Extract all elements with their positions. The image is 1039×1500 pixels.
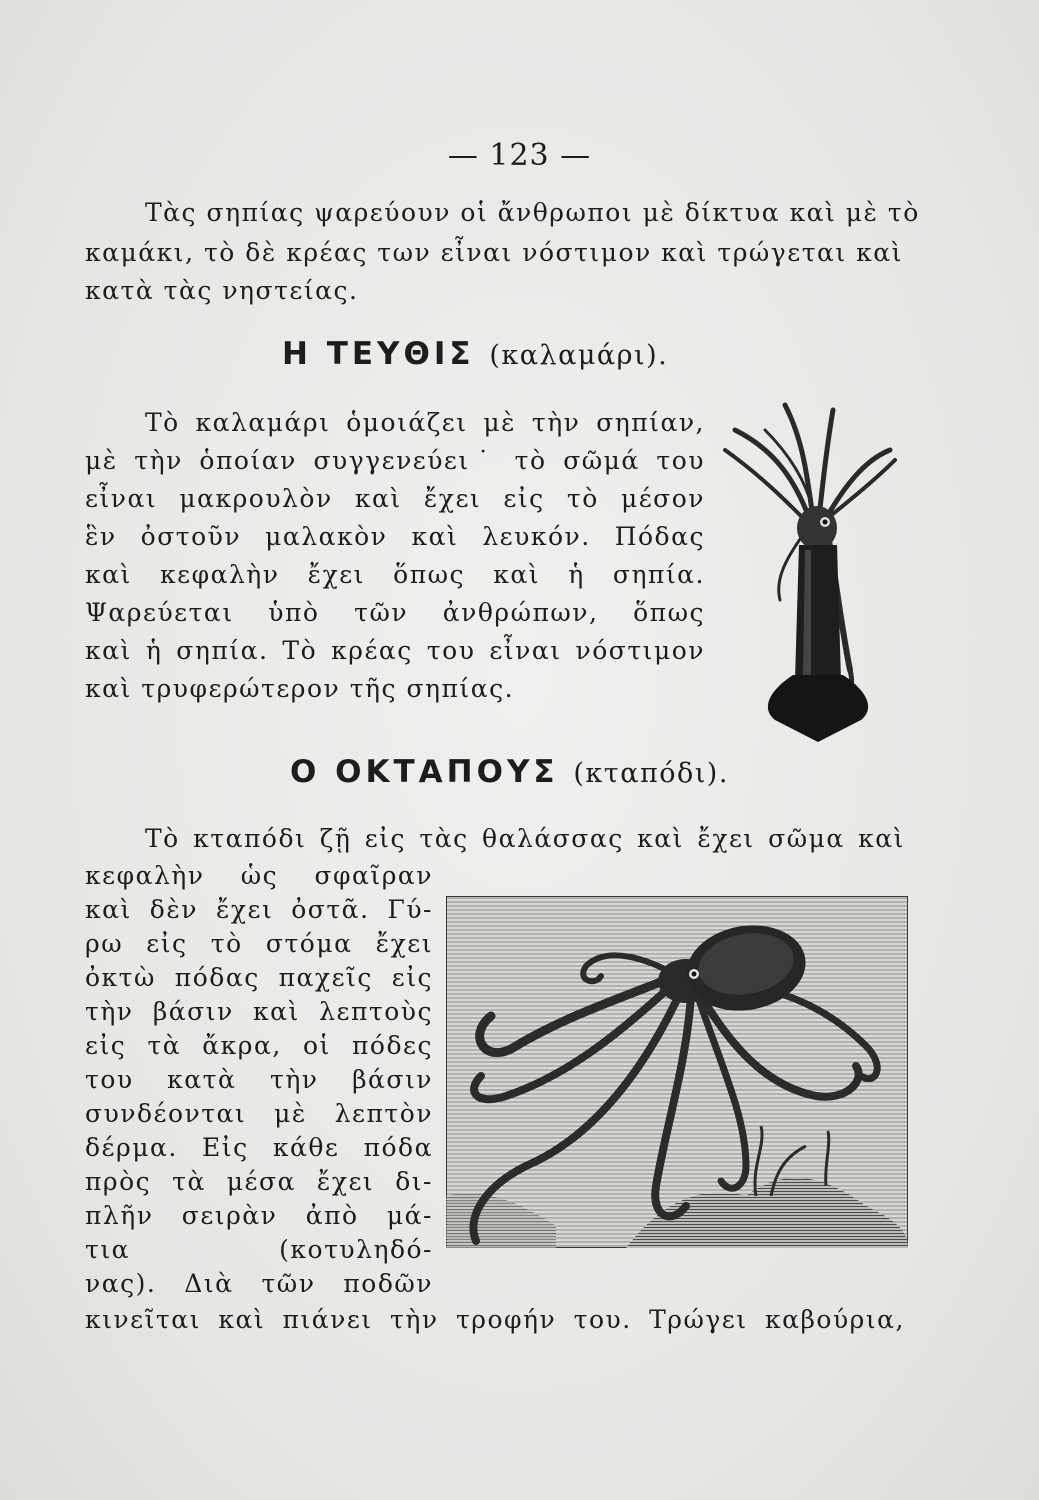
octopus-heading-common-name: (κταπόδι). [573, 758, 729, 789]
octopus-line-1: Τὸ κταπόδι ζῇ εἰς τὰς θαλάσσας καὶ ἔχει σῶμα καὶ [145, 824, 905, 853]
octopus-line-4: ρω εἰς τὸ στόμα ἔχει [85, 929, 433, 958]
octopus-line-10: δέρμα. Εἰς κάθε πόδα [85, 1133, 433, 1162]
squid-line-2: μὲ τὴν ὁποίαν συγγενεύει˙ τὸ σῶμά του [85, 446, 705, 475]
octopus-heading [290, 754, 729, 790]
squid-heading-title: Η ΤΕΥΘΙΣ [282, 336, 475, 372]
squid-line-4: ἓν ὀστοῦν μαλακὸν καὶ λευκόν. Πόδας [85, 522, 705, 551]
octopus-line-11: πρὸς τὰ μέσα ἔχει δι- [85, 1167, 433, 1196]
squid-illustration [715, 390, 905, 750]
octopus-line-8: του κατὰ τὴν βάσιν [85, 1065, 433, 1094]
squid-line-8: καὶ τρυφερώτερον τῆς σηπίας. [85, 674, 515, 703]
octopus-illustration [446, 896, 908, 1248]
page-number: — 123 — [447, 138, 592, 173]
octopus-line-6: τὴν βάσιν καὶ λεπτοὺς [85, 997, 433, 1026]
squid-line-5: καὶ κεφαλὴν ἔχει ὅπως καὶ ἡ σηπία. [85, 560, 705, 589]
squid-heading-common-name: (καλαμάρι). [489, 340, 669, 371]
squid-line-3: εἶναι μακρουλὸν καὶ ἔχει εἰς τὸ μέσον [85, 484, 705, 513]
squid-heading [282, 336, 668, 372]
octopus-line-3: καὶ δὲν ἔχει ὀστᾶ. Γύ- [85, 895, 433, 924]
octopus-line-2: κεφαλὴν ὡς σφαῖραν [85, 861, 433, 890]
octopus-line-12: πλῆν σειρὰν ἀπὸ μά- [85, 1201, 433, 1230]
octopus-line-14: νας). Διὰ τῶν ποδῶν [85, 1269, 433, 1298]
octopus-line-5: ὀκτὼ πόδας παχεῖς εἰς [85, 963, 433, 992]
squid-line-7: καὶ ἡ σηπία. Τὸ κρέας του εἶναι νόστιμον [85, 636, 705, 665]
octopus-heading-title: Ο ΟΚΤΑΠΟΥΣ [290, 754, 559, 790]
intro-line-2: καμάκι, τὸ δὲ κρέας των εἶναι νόστιμον καὶ τρώγεται καὶ [85, 238, 903, 267]
octopus-last-line: κινεῖται καὶ πιάνει τὴν τροφήν του. Τρώγει καβούρια, [85, 1305, 905, 1334]
octopus-line-13: τια (κοτυληδό- [85, 1235, 433, 1264]
octopus-line-9: συνδέονται μὲ λεπτὸν [85, 1099, 433, 1128]
intro-line-3: κατὰ τὰς νηστείας. [85, 276, 359, 305]
octopus-line-7: εἰς τὰ ἄκρα, οἱ πόδες [85, 1031, 433, 1060]
squid-line-1: Τὸ καλαμάρι ὁμοιάζει μὲ τὴν σηπίαν, [145, 408, 705, 437]
squid-line-6: Ψαρεύεται ὑπὸ τῶν ἀνθρώπων, ὅπως [85, 598, 705, 627]
intro-line-1: Τὰς σηπίας ψαρεύουν οἱ ἄνθρωποι μὲ δίκτυα καὶ μὲ τὸ [145, 198, 920, 227]
